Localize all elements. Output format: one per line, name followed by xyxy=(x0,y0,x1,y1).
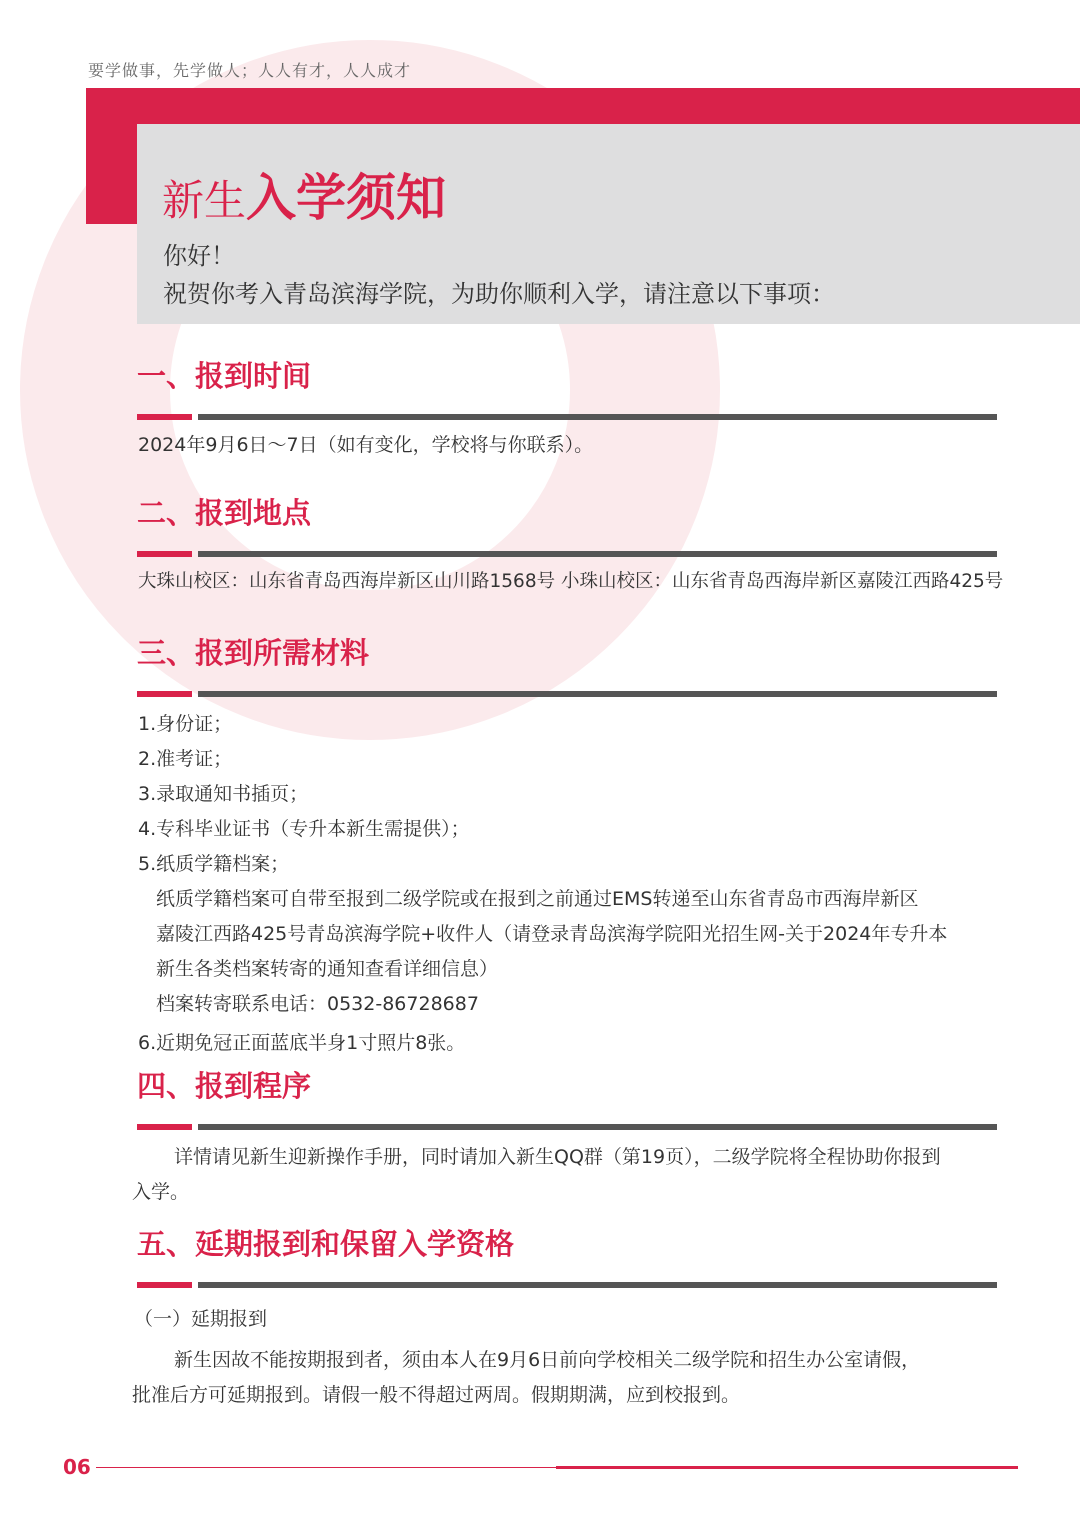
slogan: 要学做事，先学做人；人人有才，人人成才 xyxy=(88,61,412,80)
page-title-light: 新生 xyxy=(162,176,247,225)
section-title: 三、报到所需材料 xyxy=(137,636,370,670)
materials-detail-line: 新生各类档案转寄的通知查看详细信息） xyxy=(156,958,499,980)
section-registration-location xyxy=(137,495,997,557)
deferral-paragraph xyxy=(132,1343,992,1413)
procedure-paragraph xyxy=(132,1140,992,1210)
section-rule xyxy=(137,414,997,420)
section-rule xyxy=(137,691,997,697)
section-registration-procedure xyxy=(137,1068,997,1130)
procedure-line: 入学。 xyxy=(132,1181,190,1203)
intro-text: 祝贺你考入青岛滨海学院，为助你顺利入学，请注意以下事项： xyxy=(163,280,835,308)
procedure-line: 详情请见新生迎新操作手册，同时请加入新生QQ群（第19页），二级学院将全程协助你报到 xyxy=(174,1146,941,1168)
greeting: 你好！ xyxy=(163,242,235,270)
list-item: 1.身份证； xyxy=(138,713,233,735)
list-item: 6.近期免冠正面蓝底半身1寸照片8张。 xyxy=(138,1032,466,1054)
materials-list xyxy=(138,707,947,1061)
section-registration-time xyxy=(137,358,997,420)
list-item: 2.准考证； xyxy=(138,748,233,770)
list-item: 5.纸质学籍档案； xyxy=(138,853,290,875)
list-item: 4.专科毕业证书（专升本新生需提供）； xyxy=(138,818,470,840)
section-title: 四、报到程序 xyxy=(137,1069,312,1103)
materials-contact-phone: 档案转寄联系电话：0532-86728687 xyxy=(156,993,479,1015)
deferral-line: 新生因故不能按期报到者，须由本人在9月6日前向学校相关二级学院和招生办公室请假， xyxy=(174,1349,921,1371)
deferral-subtitle: （一）延期报到 xyxy=(134,1308,268,1330)
section-title: 一、报到时间 xyxy=(137,359,312,393)
section-title: 二、报到地点 xyxy=(137,496,312,530)
materials-detail-line: 纸质学籍档案可自带至报到二级学院或在报到之前通过EMS转递至山东省青岛市西海岸新区 xyxy=(156,888,919,910)
footer-rule-thin xyxy=(96,1467,556,1468)
registration-location-text: 大珠山校区：山东省青岛西海岸新区山川路1568号 小珠山校区：山东省青岛西海岸新区嘉陵江西路425号 xyxy=(138,571,1004,592)
section-rule xyxy=(137,1124,997,1130)
section-title: 五、延期报到和保留入学资格 xyxy=(137,1227,515,1261)
page-number: 06 xyxy=(63,1455,91,1479)
registration-time-text: 2024年9月6日～7日（如有变化，学校将与你联系）。 xyxy=(138,434,594,456)
list-item: 3.录取通知书插页； xyxy=(138,783,309,805)
page-title xyxy=(162,168,446,231)
section-rule xyxy=(137,551,997,557)
section-rule xyxy=(137,1282,997,1288)
section-deferral xyxy=(137,1226,997,1288)
section-required-materials xyxy=(137,635,997,697)
footer-rule-thick xyxy=(556,1466,1018,1469)
deferral-line: 批准后方可延期报到。请假一般不得超过两周。假期期满，应到校报到。 xyxy=(132,1384,741,1406)
page-title-bold: 入学须知 xyxy=(246,169,447,227)
materials-detail-line: 嘉陵江西路425号青岛滨海学院+收件人（请登录青岛滨海学院阳光招生网-关于2024年专升本 xyxy=(156,923,948,945)
